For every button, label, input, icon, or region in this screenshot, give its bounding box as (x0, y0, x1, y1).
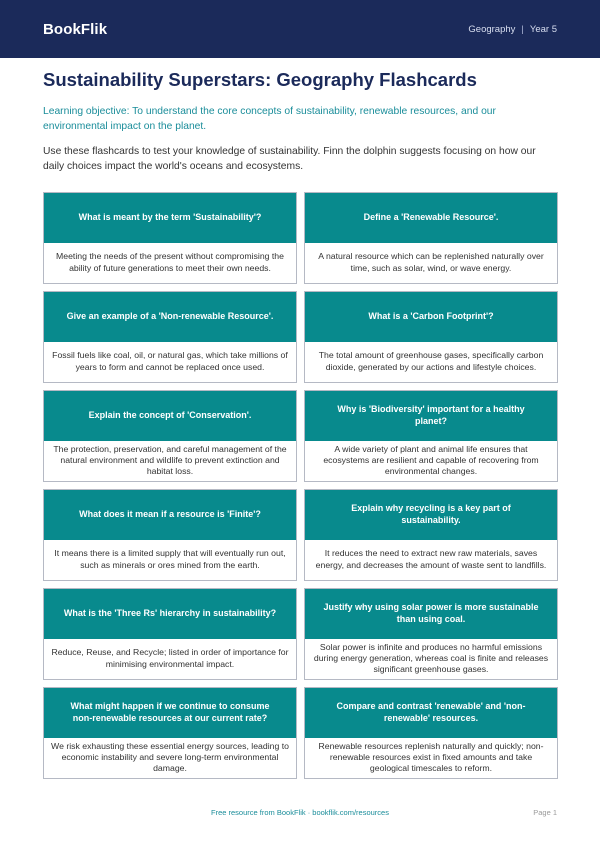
flashcard-answer: A natural resource which can be replenished naturally over time, such as solar, wind, or wave energy. (318, 251, 544, 273)
learning-objective: Learning objective: To understand the core concepts of sustainability, renewable resources, and our environmental impact on the planet. (43, 106, 496, 132)
flashcard[interactable] (304, 390, 558, 482)
brand-logo[interactable]: BookFlik (43, 20, 108, 38)
flashcard[interactable] (43, 687, 297, 779)
flashcard-answer: It means there is a limited supply that will eventually run out, such as minerals or ores mined from the earth. (54, 548, 286, 570)
main-content (0, 68, 600, 779)
year-label: Year 5 (529, 23, 557, 35)
flashcard-question: What does it mean if a resource is 'Finite'? (44, 490, 296, 540)
flashcard-answer: Meeting the needs of the present without compromising the ability of future generations to meet their own needs. (56, 251, 284, 273)
page-title: Sustainability Superstars: Geography Flashcards (43, 69, 477, 90)
flashcard[interactable] (304, 687, 558, 779)
flashcard-answer: Solar power is infinite and produces no harmful emissions during energy generation, whereas coal is finite and releases significant greenhouse gases. (313, 641, 549, 675)
page-footer (0, 808, 600, 820)
flashcard-question: Why is 'Biodiversity' important for a healthy planet? (305, 391, 557, 441)
flashcard-question: Compare and contrast 'renewable' and 'non-renewable' resources. (305, 688, 557, 738)
flashcard-answer: The protection, preservation, and careful management of the natural environment and wildlife to prevent extinction and habitat loss. (53, 443, 287, 477)
flashcard-answer: It reduces the need to extract new raw materials, saves energy, and decreases the amount of waste sent to landfills. (315, 548, 547, 570)
flashcard-answer: Fossil fuels like coal, oil, or natural gas, which take millions of years to form and cannot be replaced once used. (52, 350, 288, 372)
flashcard-answer: Reduce, Reuse, and Recycle; listed in order of importance for minimising environmental impact. (51, 647, 289, 669)
header-meta (468, 24, 557, 35)
meta-separator: | (521, 23, 524, 35)
flashcard[interactable] (43, 390, 297, 482)
flashcard-question: Explain why recycling is a key part of sustainability. (305, 490, 557, 540)
intro-text: Use these flashcards to test your knowledge of sustainability. Finn the dolphin suggests focusing on how our daily choices impact the world's oceans and ecosystems. (43, 145, 536, 172)
flashcard-question: Justify why using solar power is more sustainable than using coal. (305, 589, 557, 639)
subject-label: Geography (468, 23, 516, 35)
flashcard-question: Explain the concept of 'Conservation'. (44, 391, 296, 441)
flashcard-answer: We risk exhausting these essential energy sources, leading to economic instability and severe long-term environmental damage. (51, 740, 289, 774)
flashcard[interactable] (304, 291, 558, 383)
flashcard-question: What is the 'Three Rs' hierarchy in sustainability? (44, 589, 296, 639)
page-number: Page 1 (533, 808, 557, 817)
flashcard-question: What might happen if we continue to consume non-renewable resources at our current rate? (44, 688, 296, 738)
flashcard-answer: A wide variety of plant and animal life ensures that ecosystems are resilient and capable of recovering from environmental changes. (323, 443, 539, 477)
flashcard[interactable] (43, 291, 297, 383)
flashcard-answer: The total amount of greenhouse gases, specifically carbon dioxide, generated by our actions and lifestyle choices. (318, 350, 544, 372)
flashcard-question: Define a 'Renewable Resource'. (305, 193, 557, 243)
flashcard[interactable] (43, 489, 297, 581)
flashcard[interactable] (43, 588, 297, 680)
flashcard[interactable] (304, 489, 558, 581)
flashcard-grid (43, 192, 557, 779)
flashcard[interactable] (304, 588, 558, 680)
flashcard-question: Give an example of a 'Non-renewable Resource'. (44, 292, 296, 342)
top-bar (0, 0, 600, 58)
flashcard[interactable] (43, 192, 297, 284)
flashcard-question: What is a 'Carbon Footprint'? (305, 292, 557, 342)
flashcard[interactable] (304, 192, 558, 284)
footer-credit-link[interactable]: Free resource from BookFlik · bookflik.com/resources (211, 808, 389, 817)
flashcard-answer: Renewable resources replenish naturally and quickly; non-renewable resources exist in fixed amounts and take geological timescales to reform. (318, 740, 544, 774)
flashcard-question: What is meant by the term 'Sustainability'? (44, 193, 296, 243)
